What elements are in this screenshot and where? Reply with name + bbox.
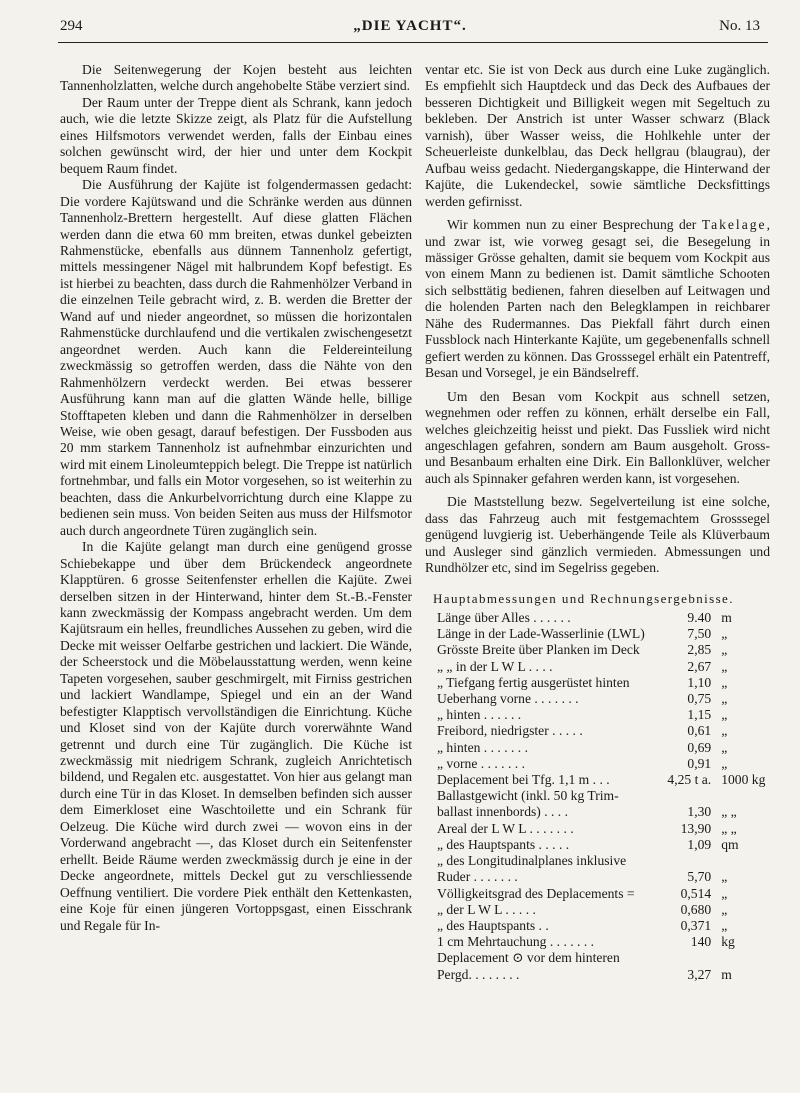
- right-column: [425, 62, 770, 983]
- table-cell-label: Areal der L W L . . . . . . .: [437, 820, 574, 836]
- emphasized-term: Takelage: [701, 217, 767, 233]
- table-cell-unit: „: [721, 642, 728, 658]
- table-cell-label: „ hinten . . . . . .: [437, 707, 522, 723]
- table-cell-unit: „: [721, 626, 728, 642]
- table-row: [437, 918, 770, 934]
- table-cell-label: „ der L W L . . . . .: [437, 901, 536, 917]
- journal-title: „DIE YACHT“.: [353, 18, 467, 34]
- table-cell-value: 4,25 t a.: [667, 772, 712, 788]
- table-cell-label: Völligkeitsgrad des Deplacements =: [437, 885, 635, 901]
- table-cell-value: 1,09: [687, 836, 712, 852]
- table-cell-label: Deplacement bei Tfg. 1,1 m . . .: [437, 772, 610, 788]
- table-cell-unit: „: [721, 869, 728, 885]
- table-cell-value: 0,69: [687, 739, 712, 755]
- header-rule: [58, 42, 768, 43]
- table-cell-label: Ballastgewicht (inkl. 50 kg Trim-: [437, 788, 619, 804]
- table-cell-unit: „: [721, 885, 728, 901]
- table-cell-unit: „: [721, 707, 728, 723]
- table-cell-unit: qm: [721, 836, 739, 852]
- paragraph: ventar etc. Sie ist von Deck aus durch eine Luke zugänglich. Es empfiehlt sich Hauptdeck und das Deck des Aufbaues der besseren Dichtigkeit und Billigkeit wegen mit Segeltuch zu bekleben. Der Anstrich ist unter Wasser schwarz (Black varnish), über Wasser weiss, die Hohlkehle unter der Scheuerleiste dunkelblau, das Deck hellgrau (blaugrau), der Aufbau weiss gedacht. Niedergangskappe, die Hinterwand der Kajüte, die Lukendeckel, sowie sämtliche Decksfittings werden gefirnisst.: [425, 62, 770, 209]
- left-column: [60, 62, 412, 934]
- table-cell-unit: [715, 788, 770, 804]
- table-cell-label: Freibord, niedrigster . . . . .: [437, 723, 583, 739]
- table-cell-value: 0,91: [687, 755, 712, 771]
- table-cell-unit: [715, 950, 770, 966]
- table-cell-unit: „: [721, 755, 728, 771]
- dimensions-table: [437, 610, 770, 983]
- table-cell-unit: „: [721, 691, 728, 707]
- table-row: [437, 772, 770, 788]
- text-run: Wir kommen nun zu einer Besprechung der: [447, 217, 697, 233]
- table-title: Hauptabmessungen und Rechnungsergebnisse.: [433, 590, 734, 606]
- table-cell-value: [664, 853, 715, 869]
- table-cell-label: „ des Hauptspants . . . . .: [437, 836, 570, 852]
- table-cell-unit: „: [721, 901, 728, 917]
- table-cell-value: 7,50: [687, 626, 712, 642]
- table-cell-value: 2,67: [687, 658, 712, 674]
- table-cell-value: 0,371: [680, 917, 712, 933]
- table-cell-label: Ruder . . . . . . .: [437, 869, 518, 885]
- table-cell-label: „ des Hauptspants . .: [437, 917, 549, 933]
- table-row: [437, 626, 770, 642]
- table-cell-label: „ hinten . . . . . . .: [437, 739, 528, 755]
- table-cell-unit: [715, 853, 770, 869]
- table-row: [437, 853, 770, 869]
- table-row: [437, 869, 770, 885]
- text-run: , und zwar ist, wie vorweg gesagt sei, die Besegelung in mässiger Grösse gehalten, damit sie bequem vom Kockpit aus von einem Mann zu bedienen ist. Damit sämtliche Schooten sich selbsttätig bedienen, fahren dieselben auf Leitwagen und die holenden Parten nach den Belegklampen in reichbarer Nähe des Rudermannes. Das Piekfall fährt durch einen Fussblock nach Hinterkante Kajüte, um gegebenenfalls schnell gefiert werden zu können. Das Grosssegel erhält ein Patentreff, Besan und Vorsegel, je ein Bändselreff.: [425, 217, 770, 381]
- table-cell-value: 0,514: [680, 885, 712, 901]
- table-cell-value: 1,15: [687, 707, 712, 723]
- table-cell-value: 0,61: [687, 723, 712, 739]
- table-cell-value: 5,70: [687, 869, 712, 885]
- table-cell-unit: „: [721, 723, 728, 739]
- table-cell-label: 1 cm Mehrtauchung . . . . . . .: [437, 934, 595, 950]
- table-cell-value: 13,90: [680, 820, 712, 836]
- paragraph: Um den Besan vom Kockpit aus schnell setzen, wegnehmen oder reffen zu können, erhält derselbe ein Fall, welches gleichzeitig heisst und piekt. Das Fussliek wird nicht angeschlagen gefahren, sondern am Baum ausgeholt. Gross- und Besanbaum erhalten eine Dirk. Ein Ballonklüver, welcher auch als Spinnaker gefahren werden kann, ist vorgesehen.: [425, 388, 770, 486]
- table-cell-label: Pergd. . . . . . . .: [437, 966, 520, 982]
- table-cell-unit: kg: [721, 934, 735, 950]
- table-cell-unit: m: [721, 966, 732, 982]
- table-cell-value: 0,75: [687, 691, 712, 707]
- paragraph: Die Maststellung bezw. Segelverteilung ist eine solche, dass das Fahrzeug auch mit festgemachtem Grosssegel genügend luvgierig ist. Ueberhängende Teile als Klüverbaum und Ausleger sind gänzlich vermieden. Abmessungen und Rundhölzer etc, sind im Segelriss gegeben.: [425, 494, 770, 576]
- table-row: [437, 610, 770, 626]
- table-cell-value: 0,680: [680, 901, 712, 917]
- table-cell-unit: 1000 kg: [721, 772, 766, 788]
- paragraph: Die Seitenwegerung der Kojen besteht aus leichten Tannenholzlatten, welche durch angehobelte Stäbe verziert sind.: [60, 62, 412, 94]
- table-row: [437, 934, 770, 950]
- table-row: [437, 950, 770, 966]
- table-row: [437, 642, 770, 658]
- table-cell-value: 2,85: [687, 642, 712, 658]
- paragraph: In die Kajüte gelangt man durch eine genügend grosse Schiebekappe und über dem Brückendeck angeordnete Klapptüren. 6 grosse Seitenfenster erhellen die Kajüte. Zwei derselben sitzen in der Hinterwand, hinter dem St.-B.-Fenster kann zweckmässig der Kompass angebracht werden. Um dem Kajütsraum ein helles, freundliches Aussehen zu geben, wird die Decke mit weisser Oelfarbe gestrichen und lackiert. Die Wände, der Scheerstock und die Möbelausstattung werden, wenn keine Tapeten vorgesehen, sauber geschmirgelt, mit Firniss gestrichen und lackiert Wandlampe, Spiegel und ein an der Wand befestigter Klapptisch vervollständigen die Einrichtung. Küche und Kloset sind von der Kajüte durch vorerwähnte Wand getrennt und durch eine Tür zugänglich. Die Küche ist zweckmässig mit niedrigem Schrank, zugleich Anrichtetisch bildend, und Regalen etc. ausgestattet. Von hier aus gelangt man durch eine Tür in das Kloset. In demselben befinden sich ausser dem Eimerkloset eine Waschtoilette und ein Schrank für Oelzeug. Die Küche wird durch zwei — wovon eins in der Vorderwand angebracht —, das Kloset durch ein Seitenfenster erhellt. Beide Räume werden zweckmässig durch je eine in der Decke angeordnete, mittels Deckel gut zu verschliessende Oeffnung ventiliert. Die vordere Piek enthält den Kettenkasten, eine Koje für einen jüngeren Vortoppsgast, einen Eisschrank und Regale für In-: [60, 539, 412, 933]
- page-header: [60, 16, 760, 40]
- table-row: [437, 804, 770, 820]
- table-cell-unit: „: [721, 917, 728, 933]
- table-row: [437, 967, 770, 983]
- table-row: [437, 740, 770, 756]
- table-cell-unit: „ „: [721, 820, 737, 836]
- table-row: [437, 707, 770, 723]
- table-cell-unit: „: [721, 739, 728, 755]
- table-cell-value: [664, 788, 715, 804]
- table-row: [437, 788, 770, 804]
- table-cell-label: Ueberhang vorne . . . . . . .: [437, 691, 579, 707]
- table-cell-label: Länge über Alles . . . . . .: [437, 610, 571, 626]
- table-cell-value: 3,27: [687, 966, 712, 982]
- table-cell-label: „ vorne . . . . . . .: [437, 755, 525, 771]
- table-cell-value: 1,10: [687, 674, 712, 690]
- table-row: [437, 886, 770, 902]
- table-cell-unit: „: [721, 658, 728, 674]
- table-cell-label: Grösste Breite über Planken im Deck: [437, 642, 640, 658]
- table-row: [437, 659, 770, 675]
- table-row: [437, 821, 770, 837]
- paragraph: Der Raum unter der Treppe dient als Schrank, kann jedoch auch, wie die letzte Skizze zeigt, als Platz für die Aufstellung eines Hilfsmotors verwendet werden, falls der Einbau eines solchen gewünscht wird, der hier und unter dem Kockpit bequem Raum findet.: [60, 94, 412, 176]
- table-row: [437, 902, 770, 918]
- table-cell-label: Länge in der Lade-Wasserlinie (LWL): [437, 626, 645, 642]
- table-row: [437, 675, 770, 691]
- table-cell-unit: „ „: [721, 804, 737, 820]
- table-row: [437, 691, 770, 707]
- table-cell-label: Deplacement ⊙ vor dem hinteren: [437, 950, 620, 966]
- table-cell-unit: „: [721, 674, 728, 690]
- table-row: [437, 723, 770, 739]
- table-cell-label: „ des Longitudinalplanes inklusive: [437, 853, 627, 869]
- table-cell-value: 1,30: [687, 804, 712, 820]
- table-cell-value: [664, 950, 715, 966]
- paragraph: Die Ausführung der Kajüte ist folgendermassen gedacht: Die vordere Kajütswand und die Schränke werden aus dünnen Tannenholz-Brettern hergestellt. Auf diese glatten Flächen werden dann die etwa 60 mm breiten, etwas dunkel gebeizten Rahmenstücke, ebenfalls aus dünnem Tannenholz gefertigt, mittels messingener Nägel mit halbrundem Kopf befestigt. Es ist hierbei zu beachten, dass durch die Rahmenhölzer Verband in die einzelnen Teile gebracht wird, z. B. werden die Bretter der Wand auf und nieder angeordnet, so müssen die horizontalen Rahmenstücke durchlaufend und die vertikalen zwischengesetzt angeordnet werden. Auch kann die Feldereinteilung zweckmässig so getroffen werden, dass die Nähte von den Rahmenhölzern verdeckt werden. Bei etwas besserer Ausführung kann man auf die glatten Wände helle, billige Stofftapeten kleben und dann die Rahmenhölzer in derselben Weise, wie oben gesagt, darauf befestigen. Der Fussboden aus 20 mm starkem Tannenholz ist aufnehmbar einzurichten und wird mit einem Linoleumteppich belegt. Die Treppe ist natürlich fortnehmbar, und falls ein Motor vorgesehen, so ist weiterhin zu beachten, dass die Ankurbelvorrichtung durch eine Klappe zu bedienen sein muss. Von beiden Seiten aus muss der Hilfsmotor auch durch angeordnete Türen zugänglich sein.: [60, 177, 412, 538]
- table-cell-value: 9.40: [687, 610, 712, 626]
- table-cell-label: „ „ in der L W L . . . .: [437, 658, 553, 674]
- issue-number: No. 13: [719, 18, 760, 34]
- table-row: [437, 837, 770, 853]
- table-row: [437, 756, 770, 772]
- table-cell-unit: m: [721, 610, 732, 626]
- table-cell-value: 140: [690, 934, 712, 950]
- page-number: 294: [60, 18, 83, 34]
- table-cell-label: „ Tiefgang fertig ausgerüstet hinten: [437, 674, 630, 690]
- paragraph: [425, 217, 770, 382]
- table-cell-label: ballast innenbords) . . . .: [437, 804, 569, 820]
